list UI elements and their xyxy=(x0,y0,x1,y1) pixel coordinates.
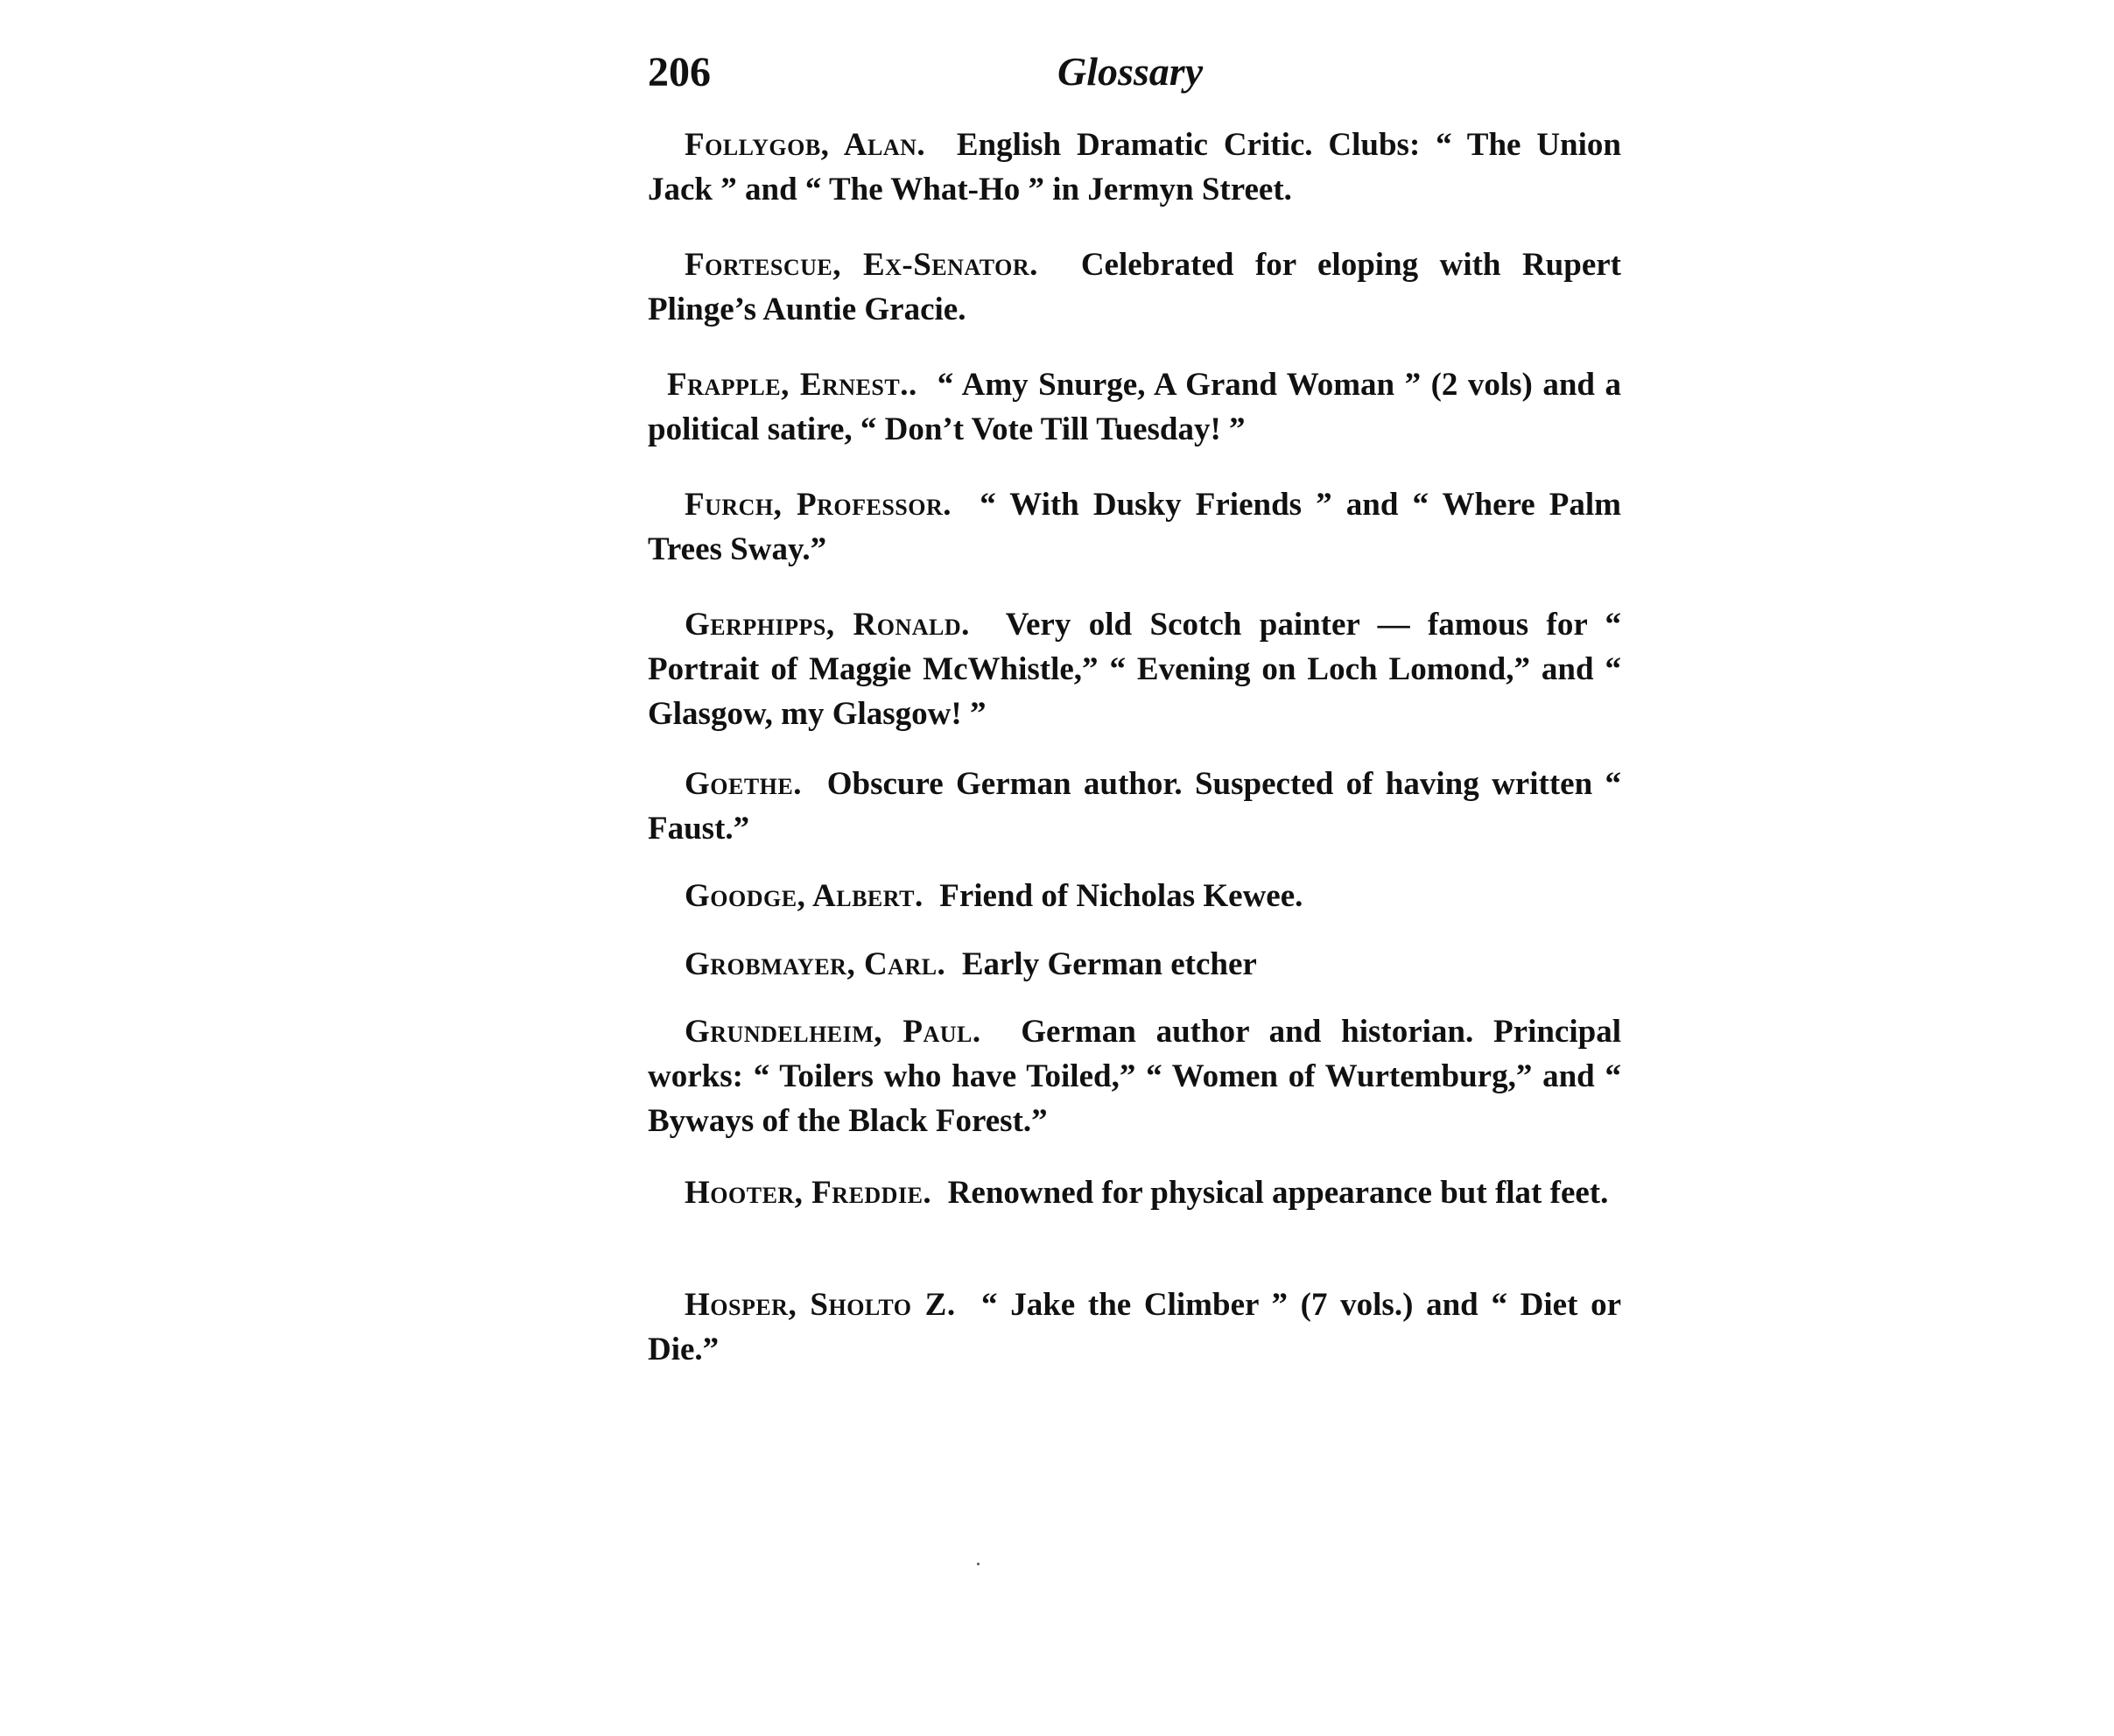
glossary-entry xyxy=(648,602,1621,736)
entry-text: Celebrated for eloping with Rupert Plinge’s Auntie Gracie. xyxy=(648,247,1622,327)
entry-text: Friend of Nicholas Kewee. xyxy=(939,878,1303,914)
entry-name: Goodge, Albert. xyxy=(685,878,924,914)
entry-name: Follygob, Alan. xyxy=(685,127,926,163)
book-page xyxy=(648,48,1622,1367)
entry-name: Gerphipps, Ronald. xyxy=(685,607,970,643)
glossary-entry xyxy=(648,362,1621,452)
glossary-entry xyxy=(648,762,1621,851)
entry-text: Renowned for physical appearance but flat feet. xyxy=(947,1175,1609,1211)
entry-text: “ Amy Snurge, A Grand Woman ” (2 vols) and a political satire, “ Don’t Vote Till Tuesday! ” xyxy=(648,367,1621,447)
entry-text: Early German etcher xyxy=(961,946,1257,982)
entry-name: Fortescue, Ex-Senator. xyxy=(685,247,1038,283)
entry-text: Very old Scotch painter — famous for “ Portrait of Maggie McWhistle,” “ Evening on Loch Lomond,” and “ Glasgow, my Glasgow! ” xyxy=(648,607,1621,732)
entry-name: Frapple, Ernest.. xyxy=(667,367,917,403)
entry-name: Hosper, Sholto Z. xyxy=(685,1287,956,1323)
glossary-entry xyxy=(648,1283,1621,1372)
glossary-entry xyxy=(648,242,1621,332)
glossary-entry xyxy=(648,1009,1621,1143)
glossary-entry xyxy=(648,123,1621,212)
glossary-entry xyxy=(648,874,1621,918)
entry-text: “ With Dusky Friends ” and “ Where Palm Trees Sway.” xyxy=(648,487,1622,567)
entry-name: Goethe. xyxy=(685,766,803,802)
entry-text: German author and historian. Principal works: “ Toilers who have Toiled,” “ Women of Wurtemburg,” and “ Byways of the Black Forest.” xyxy=(648,1014,1621,1139)
glossary-entry xyxy=(648,1170,1621,1215)
running-head xyxy=(648,48,1621,109)
running-title: Glossary xyxy=(1057,49,1204,94)
glossary-entry xyxy=(648,482,1621,572)
entry-name: Furch, Professor. xyxy=(685,487,952,523)
entry-text: “ Jake the Climber ” (7 vols.) and “ Diet or Die.” xyxy=(648,1287,1621,1367)
entry-text: English Dramatic Critic. Clubs: “ The Union Jack ” and “ The What-Ho ” in Jermyn Street. xyxy=(648,127,1621,207)
entry-name: Grundelheim, Paul. xyxy=(685,1014,981,1050)
stray-ink-dot xyxy=(977,1563,980,1565)
entry-text: Obscure German author. Suspected of having written “ Faust.” xyxy=(648,766,1622,847)
entry-name: Hooter, Freddie. xyxy=(685,1175,932,1211)
glossary-entry xyxy=(648,942,1621,987)
entry-name: Grobmayer, Carl. xyxy=(685,946,946,982)
page-number: 206 xyxy=(648,49,711,95)
